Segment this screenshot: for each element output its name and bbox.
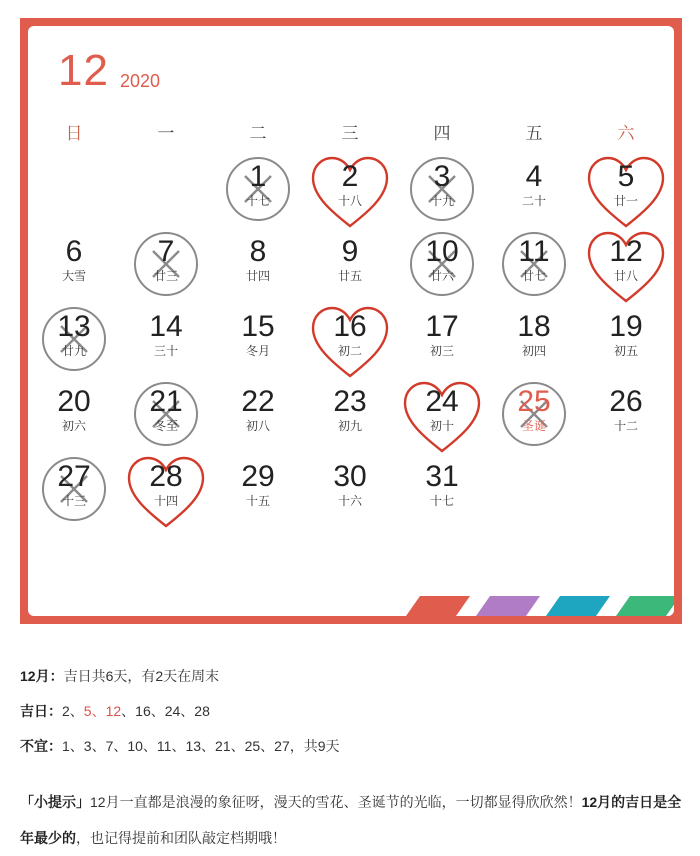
lucky-days-weekend: 5、12 [83, 703, 122, 719]
summary-label: 12月： [20, 668, 64, 684]
day-cell[interactable] [310, 456, 390, 530]
day-number: 11 [518, 235, 550, 268]
day-number: 24 [425, 385, 459, 418]
day-cell[interactable] [126, 381, 206, 455]
lunar-label: 十六 [337, 494, 362, 508]
day-cell[interactable] [34, 231, 114, 305]
day-number: 27 [57, 460, 91, 493]
day-number: 12 [609, 235, 643, 268]
day-cell[interactable] [310, 306, 390, 380]
day-cell[interactable] [494, 306, 574, 380]
day-cell[interactable] [310, 381, 390, 455]
day-number: 30 [333, 460, 367, 493]
lunar-label: 二十 [521, 194, 546, 208]
lunar-label: 廿六 [429, 269, 454, 283]
lunar-label: 廿一 [613, 194, 638, 208]
lunar-label: 十四 [153, 494, 178, 508]
day-cell[interactable] [218, 231, 298, 305]
lunar-label: 初十 [429, 419, 454, 433]
day-cell[interactable] [218, 456, 298, 530]
day-number: 17 [425, 310, 459, 343]
day-number: 14 [149, 310, 183, 343]
month-number: 12 [58, 46, 109, 95]
lunar-label: 初二 [337, 344, 362, 358]
lunar-label: 廿九 [61, 344, 86, 358]
day-cell[interactable] [310, 156, 390, 230]
weekday-label: 四 [433, 124, 451, 143]
weekday-label: 六 [617, 124, 635, 143]
color-stripe [616, 596, 674, 616]
lunar-label: 冬至 [153, 419, 178, 433]
lunar-label: 廿八 [613, 269, 638, 283]
lucky-line [20, 701, 210, 721]
color-stripes [404, 596, 674, 616]
day-number: 3 [433, 160, 451, 193]
day-cell[interactable] [402, 156, 482, 230]
day-number: 18 [517, 310, 551, 343]
day-cell[interactable] [494, 381, 574, 455]
day-number: 26 [609, 385, 643, 418]
calendar-frame [20, 18, 682, 624]
day-number: 19 [609, 310, 643, 343]
lunar-label: 十五 [245, 494, 270, 508]
weekday-label: 五 [525, 124, 543, 143]
day-cell[interactable] [494, 231, 574, 305]
summary-text: 吉日共6天，有2天在周末 [63, 668, 220, 684]
color-stripe [476, 596, 540, 616]
tip-bold: 12月的吉日是全年最少的 [20, 794, 682, 846]
day-cell[interactable] [402, 456, 482, 530]
day-number: 15 [241, 310, 275, 343]
day-number: 8 [249, 235, 267, 268]
lunar-label: 廿七 [521, 269, 546, 283]
day-number: 7 [157, 235, 175, 268]
tip-paragraph [20, 784, 684, 856]
summary-line [20, 666, 219, 686]
lunar-label: 初五 [613, 344, 638, 358]
lunar-label: 初三 [429, 344, 454, 358]
lunar-label: 廿五 [337, 269, 362, 283]
day-cell[interactable] [218, 381, 298, 455]
weekday-label: 二 [249, 124, 267, 143]
day-cell[interactable] [494, 156, 574, 230]
day-cell[interactable] [126, 231, 206, 305]
lunar-label: 初六 [61, 419, 86, 433]
day-number: 16 [333, 310, 367, 343]
lunar-label: 圣诞 [521, 419, 546, 433]
lunar-label: 廿三 [153, 269, 178, 283]
lunar-label: 冬月 [245, 344, 270, 358]
lunar-label: 廿四 [245, 269, 270, 283]
day-number: 20 [57, 385, 91, 418]
day-cell[interactable] [402, 306, 482, 380]
day-cell[interactable] [402, 231, 482, 305]
day-cell[interactable] [34, 306, 114, 380]
day-number: 5 [617, 160, 635, 193]
day-cell[interactable] [402, 381, 482, 455]
lucky-days-1: 2、 [62, 703, 84, 719]
color-stripe [406, 596, 470, 616]
day-cell[interactable] [586, 231, 666, 305]
lunar-label: 十八 [337, 194, 362, 208]
lucky-days-2: 、16、24、28 [121, 703, 210, 719]
lunar-label: 十九 [429, 194, 454, 208]
lunar-label: 十七 [245, 194, 270, 208]
day-cell[interactable] [586, 381, 666, 455]
tip-text-2: ，也记得提前和团队敲定档期哦！ [76, 830, 286, 846]
day-cell[interactable] [34, 381, 114, 455]
day-cell[interactable] [586, 156, 666, 230]
lunar-label: 大雪 [61, 269, 86, 283]
unlucky-text: 1、3、7、10、11、13、21、25、27，共9天 [62, 738, 340, 754]
day-number: 1 [249, 160, 267, 193]
day-number: 22 [241, 385, 275, 418]
day-number: 6 [65, 235, 83, 268]
unlucky-line [20, 736, 340, 756]
unlucky-label: 不宜： [20, 738, 62, 754]
tip-label: 「小提示」 [20, 794, 90, 810]
day-cell[interactable] [310, 231, 390, 305]
lunar-label: 十七 [429, 494, 454, 508]
lunar-label: 十二 [613, 419, 638, 433]
day-number: 4 [525, 160, 543, 193]
lunar-label: 三十 [153, 344, 178, 358]
day-number: 21 [149, 385, 183, 418]
day-cell[interactable] [126, 456, 206, 530]
day-number: 10 [425, 235, 459, 268]
lunar-label: 十三 [61, 494, 86, 508]
day-cell[interactable] [34, 456, 114, 530]
lunar-label: 初九 [337, 419, 362, 433]
day-number: 9 [341, 235, 359, 268]
day-number: 29 [241, 460, 275, 493]
weekday-label: 一 [157, 124, 175, 143]
weekday-label: 日 [65, 124, 83, 143]
lunar-label: 初四 [521, 344, 546, 358]
lucky-label: 吉日： [20, 703, 62, 719]
day-cell[interactable] [586, 306, 666, 380]
day-number: 28 [149, 460, 183, 493]
day-cell[interactable] [218, 156, 298, 230]
day-number: 2 [341, 160, 359, 193]
calendar-card [28, 26, 674, 616]
day-cell[interactable] [126, 306, 206, 380]
lunar-label: 初八 [245, 419, 270, 433]
day-cell[interactable] [218, 306, 298, 380]
tip-text-1: 12月一直都是浪漫的象征呀，漫天的雪花、圣诞节的光临，一切都显得欣欣然！ [90, 794, 582, 810]
year-label: 2020 [120, 71, 161, 91]
day-number: 13 [57, 310, 91, 343]
color-stripe [546, 596, 610, 616]
day-number: 23 [333, 385, 367, 418]
day-number: 31 [425, 460, 459, 493]
day-number: 25 [517, 385, 551, 418]
weekday-label: 三 [341, 124, 359, 143]
